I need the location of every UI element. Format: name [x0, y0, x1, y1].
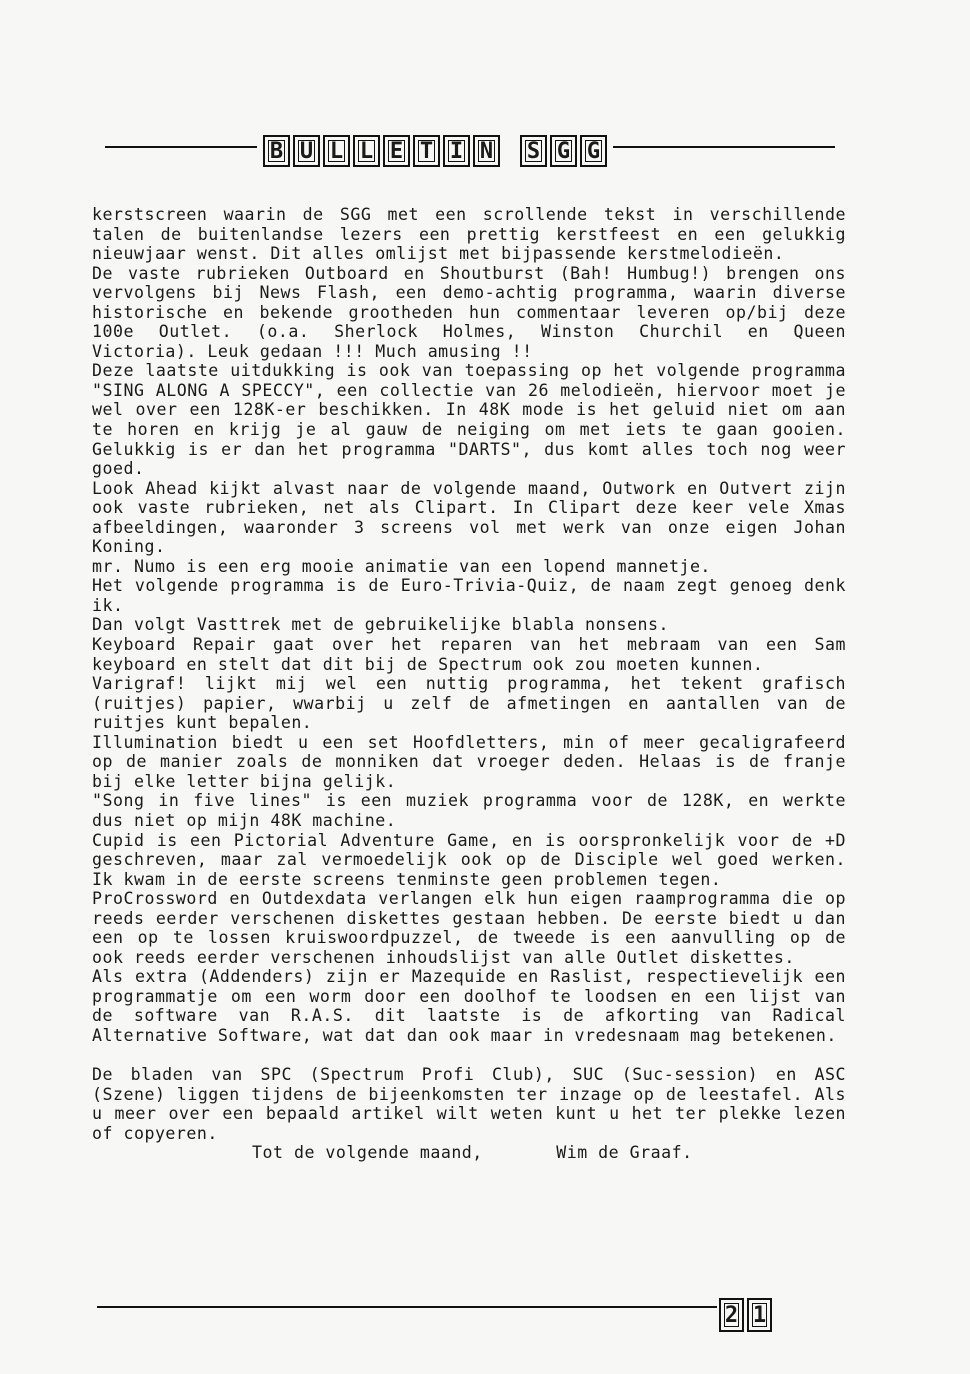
page-number: [719, 1298, 772, 1332]
paragraph: Keyboard Repair gaat over het reparen van het mebraam van een Sam keyboard en stelt dat dit bij de Spectrum ook zou moeten kunnen.: [92, 635, 857, 674]
paragraph: Look Ahead kijkt alvast naar de volgende maand, Outwork en Outvert zijn ook vaste rubrieken, net als Clipart. In Clipart deze keer vele Xmas afbeeldingen, waaronder 3 screens vol met werk van onze eigen Johan Koning.: [92, 478, 857, 557]
paragraph: Het volgende programma is de Euro-Trivia-Quiz, de naam zegt genoeg denk ik.: [92, 576, 857, 615]
paragraph: Cupid is een Pictorial Adventure Game, en is oorspronkelijk voor de +D geschreven, maar zal vermoedelijk ook op de Disciple wel goed werken. Ik kwam in de eerste screens tenminste geen problemen tegen.: [92, 830, 857, 889]
paragraph: ProCrossword en Outdexdata verlangen elk hun eigen raamprogramma die op reeds eerder verschenen diskettes gestaan hebben. De eerste biedt u dan een op te lossen kruiswoordpuzzel, de tweede is een aanvulling op de ook reeds eerder verschenen inhoudslijst van alle Outlet diskettes.: [92, 889, 857, 967]
paragraph: Dan volgt Vasttrek met de gebruikelijke blabla nonsens.: [92, 615, 669, 635]
title-letter: N: [473, 135, 500, 167]
paragraph: Deze laatste uitdukking is ook van toepassing op het volgende programma "SING ALONG A SPECCY", een collectie van 26 melodieën, hiervoor moet je wel over een 128K-er beschikken. In 48K mode is het geluid niet om aan te horen en krijg je al gauw de neiging om met iets te gaan gooien. Gelukkig is er dan het programma "DARTS", dus komt alles toch nog weer goed.: [92, 361, 857, 479]
paragraph: De vaste rubrieken Outboard en Shoutburst (Bah! Humbug!) brengen ons vervolgens bij News Flash, een demo-achtig programma, waarin diverse historische en bekende grootheden hun commentaar leveren op/bij deze 100e Outlet. (o.a. Sherlock Holmes, Winston Churchil en Queen Victoria). Leuk gedaan !!! Much amusing !!: [92, 263, 857, 361]
title-letter: U: [293, 135, 320, 167]
title-letter: L: [323, 135, 350, 167]
paragraph: "Song in five lines" is een muziek programma voor de 128K, en werkte dus niet op mijn 48K machine.: [92, 791, 857, 830]
footer-rule: [97, 1306, 717, 1308]
paragraph: Als extra (Addenders) zijn er Mazequide en Raslist, respectievelijk een programmatje om een worm door een doolhof te loodsen en een lijst van de software van R.A.S. dit laatste is de afkorting van Radical Alternative Software, wat dat dan ook maar in vredesnaam mag betekenen.: [92, 967, 857, 1045]
paragraph: mr. Numo is een erg mooie animatie van een lopend mannetje.: [92, 556, 711, 576]
signoff: Tot de volgende maand, Wim de Graaf.: [252, 1143, 693, 1163]
title-letter: B: [263, 135, 290, 167]
closing-paragraph: De bladen van SPC (Spectrum Profi Club), SUC (Suc-session) en ASC (Szene) liggen tijdens de bijeenkomsten ter inzage op de leestafel. Als u meer over een bepaald artikel wilt weten kunt u het ter plekke lezen of copyeren.: [92, 1065, 857, 1143]
bulletin-header: [105, 135, 835, 175]
title-letter: T: [413, 135, 440, 167]
paragraph: Varigraf! lijkt mij wel een nuttig programma, het tekent grafisch (ruitjes) papier, wwarbij u zelf de afmetingen en aantallen van de ruitjes kunt bepalen.: [92, 674, 857, 733]
paragraph: kerstscreen waarin de SGG met een scrollende tekst in verschillende talen de buitenlandse lezers een prettig kerstfeest en een gelukkig nieuwjaar wenst. Dit alles omlijst met bijpassende kerstmelodieën.: [92, 205, 857, 264]
title-letter: S: [520, 135, 547, 167]
page-footer: [97, 1298, 797, 1338]
title-letter: G: [550, 135, 577, 167]
title-letter: G: [580, 135, 607, 167]
title-letter: E: [383, 135, 410, 167]
page-digit: 2: [719, 1298, 744, 1332]
page-digit: 1: [747, 1298, 772, 1332]
article-body: [92, 205, 857, 1163]
title-letter: I: [443, 135, 470, 167]
title-letter: L: [353, 135, 380, 167]
paragraph: Illumination biedt u een set Hoofdletters, min of meer gecaligrafeerd op de manier zoals de monniken dat vroeger deden. Helaas is de franje bij elke letter bijna gelijk.: [92, 732, 857, 791]
bulletin-sgg-title: [257, 135, 613, 167]
